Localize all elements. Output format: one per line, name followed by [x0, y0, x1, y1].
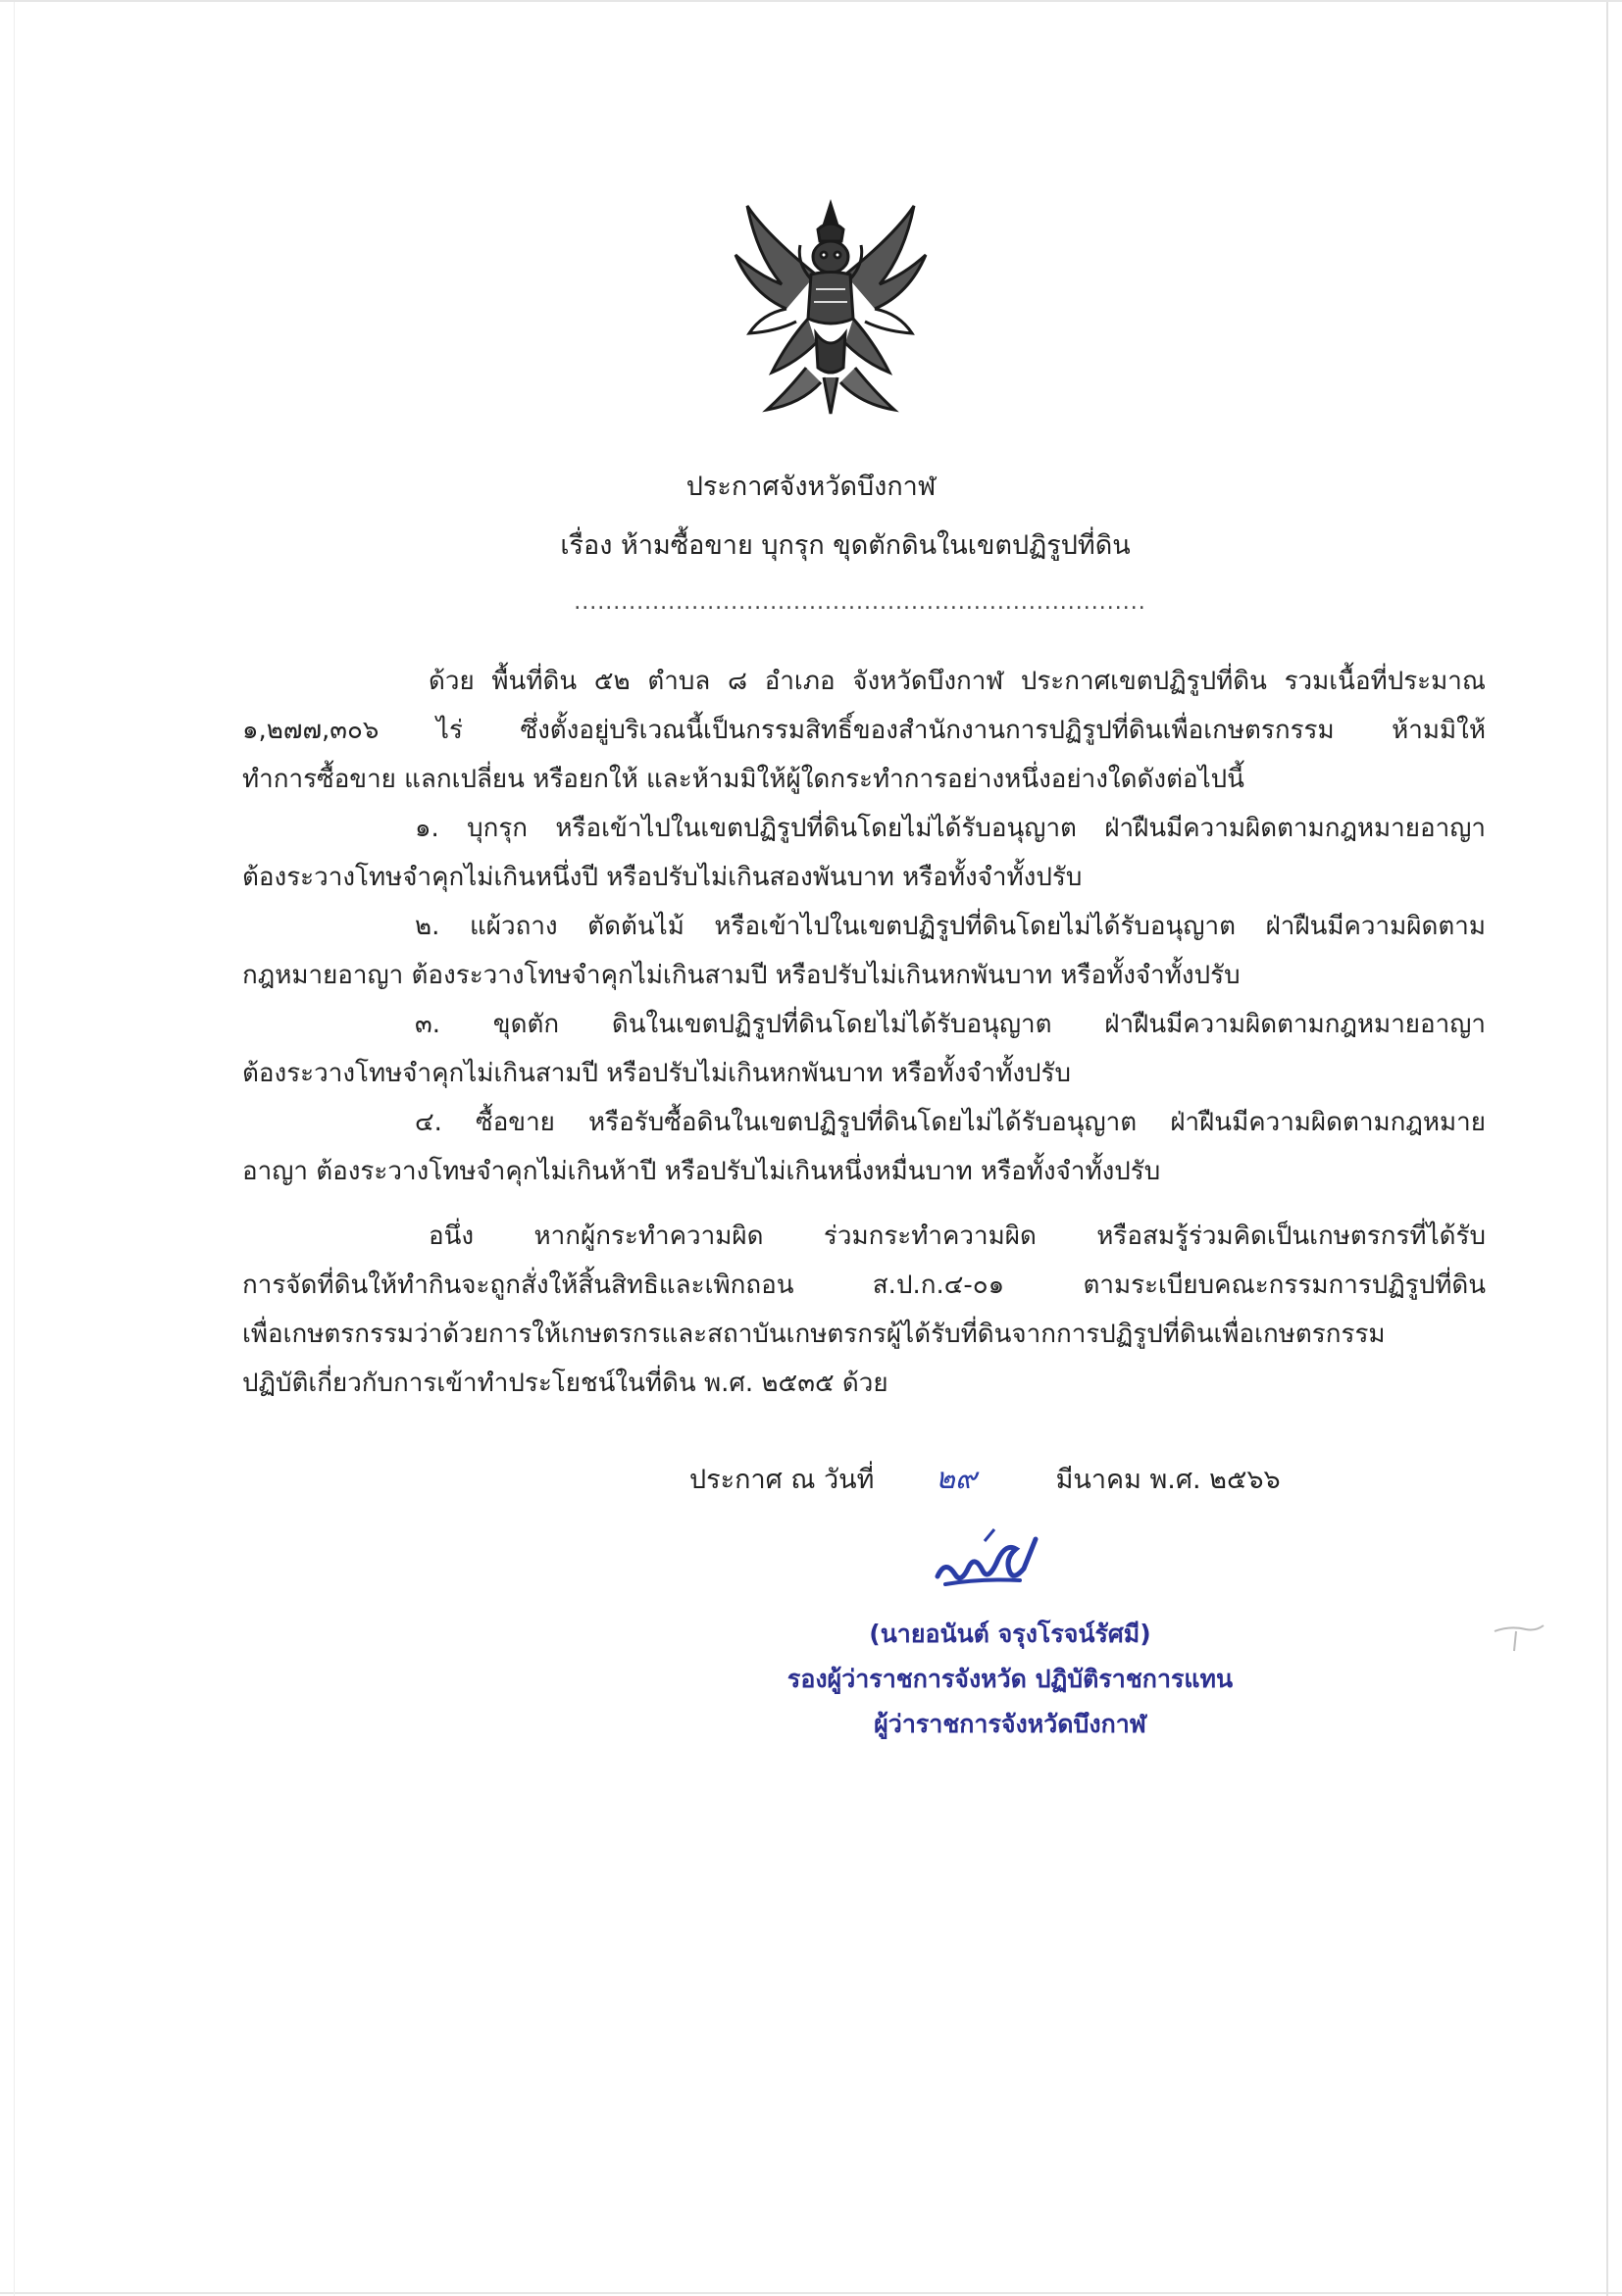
paragraph-line: ด้วย พื้นที่ดิน ๕๒ ตำบล ๘ อำเภอ จังหวัดบึงกาฬ ประกาศเขตปฏิรูปที่ดิน รวมเนื้อที่ประมาณ	[429, 667, 1486, 696]
garuda-emblem-icon	[728, 196, 934, 417]
supplementary-paragraph	[242, 1212, 1486, 1408]
document-subject: เรื่อง ห้ามซื้อขาย บุกรุก ขุดตักดินในเขตปฏิรูปที่ดิน	[560, 530, 1131, 561]
item-1-line: ๑. บุกรุก หรือเข้าไปในเขตปฏิรูปที่ดินโดยไม่ได้รับอนุญาต ฝ่าฝืนมีความผิดตามกฎหมายอาญา	[415, 814, 1486, 843]
paragraph-line: เพื่อเกษตรกรรมว่าด้วยการให้เกษตรกรและสถาบันเกษตรกรผู้ได้รับที่ดินจากการปฏิรูปที่ดินเพื่อเกษตรกรรม	[242, 1320, 1386, 1349]
handwritten-day: ๒๙	[936, 1462, 977, 1496]
signer-name: (นายอนันต์ จรุงโรจน์รัศมี)	[869, 1620, 1151, 1648]
announcement-date	[689, 1456, 1281, 1502]
item-2-line: กฎหมายอาญา ต้องระวางโทษจำคุกไม่เกินสามปี หรือปรับไม่เกินหกพันบาท หรือทั้งจำทั้งปรับ	[242, 961, 1241, 990]
item-2-line: ๒. แผ้วถาง ตัดต้นไม้ หรือเข้าไปในเขตปฏิรูปที่ดินโดยไม่ได้รับอนุญาต ฝ่าฝืนมีความผิดตาม	[415, 912, 1486, 941]
signature-mark-icon	[926, 1520, 1043, 1608]
pencil-scribble	[1491, 1618, 1549, 1657]
paragraph-line: การจัดที่ดินให้ทำกินจะถูกสั่งให้สิ้นสิทธิและเพิกถอน ส.ป.ก.๔-๐๑ ตามระเบียบคณะกรรมการปฏิรูปที่ดิน	[242, 1271, 1486, 1300]
item-1-line: ต้องระวางโทษจำคุกไม่เกินหนึ่งปี หรือปรับไม่เกินสองพันบาท หรือทั้งจำทั้งปรับ	[242, 863, 1083, 892]
item-3-line: ต้องระวางโทษจำคุกไม่เกินสามปี หรือปรับไม่เกินหกพันบาท หรือทั้งจำทั้งปรับ	[242, 1059, 1072, 1088]
signer-position: รองผู้ว่าราชการจังหวัด ปฏิบัติราชการแทน	[786, 1665, 1234, 1693]
item-4-line: อาญา ต้องระวางโทษจำคุกไม่เกินห้าปี หรือปรับไม่เกินหนึ่งหมื่นบาท หรือทั้งจำทั้งปรับ	[242, 1157, 1161, 1186]
date-month-year: มีนาคม พ.ศ. ๒๕๖๖	[1055, 1465, 1281, 1495]
paragraph-line: ๑,๒๗๗,๓๐๖ ไร่ ซึ่งตั้งอยู่บริเวณนี้เป็นกรรมสิทธิ์ของสำนักงานการปฏิรูปที่ดินเพื่อเกษตรกรรม ห้ามมิให้	[242, 716, 1486, 745]
item-3-line: ๓. ขุดตัก ดินในเขตปฏิรูปที่ดินโดยไม่ได้รับอนุญาต ฝ่าฝืนมีความผิดตามกฎหมายอาญา	[415, 1010, 1486, 1039]
paragraph-line: ทำการซื้อขาย แลกเปลี่ยน หรือยกให้ และห้ามมิให้ผู้ใดกระทำการอย่างหนึ่งอย่างใดดังต่อไปนี้	[242, 765, 1244, 794]
separator-dots: .........................................................................	[574, 590, 1146, 615]
page-right-edge	[1606, 2, 1608, 2296]
document-title: ประกาศจังหวัดบึงกาฬ	[685, 472, 937, 502]
signature-block	[765, 1612, 1255, 1747]
date-prefix: ประกาศ ณ วันที่	[689, 1465, 875, 1495]
signer-office: ผู้ว่าราชการจังหวัดบึงกาฬ	[874, 1710, 1146, 1738]
page-left-edge	[14, 2, 15, 2296]
paragraph-line: อนึ่ง หากผู้กระทำความผิด ร่วมกระทำความผิด หรือสมรู้ร่วมคิดเป็นเกษตรกรที่ได้รับ	[429, 1222, 1486, 1251]
item-4-line: ๔. ซื้อขาย หรือรับซื้อดินในเขตปฏิรูปที่ดินโดยไม่ได้รับอนุญาต ฝ่าฝืนมีความผิดตามกฎหมาย	[415, 1108, 1486, 1137]
announcement-body	[242, 657, 1486, 1196]
paragraph-line: ปฏิบัติเกี่ยวกับการเข้าทำประโยชน์ในที่ดิน พ.ศ. ๒๕๓๕ ด้วย	[242, 1369, 888, 1398]
